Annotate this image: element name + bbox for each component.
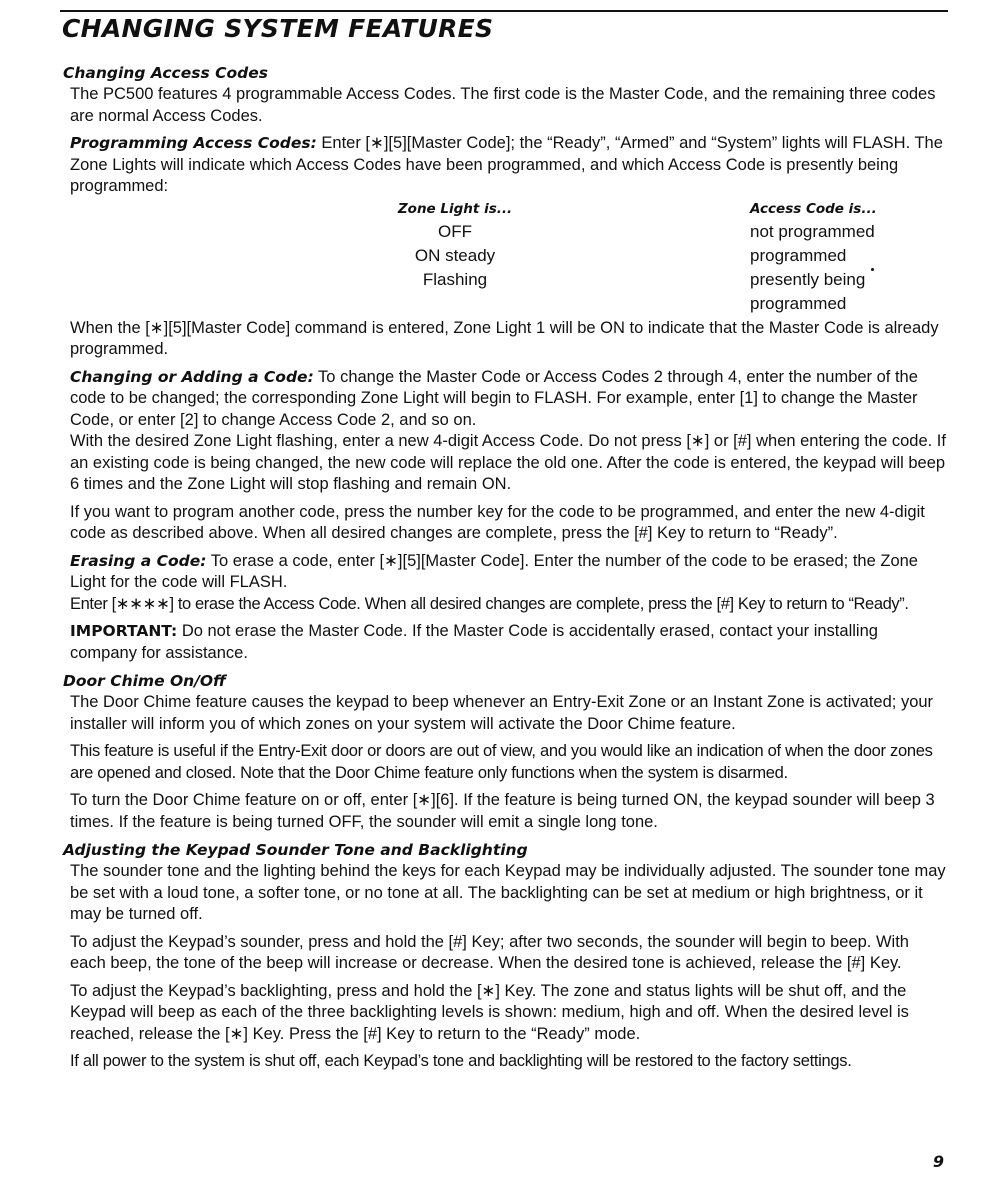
table-row <box>60 268 948 316</box>
page-content <box>60 62 948 1079</box>
table-row <box>60 220 948 244</box>
important-label: IMPORTANT: <box>70 622 178 640</box>
access-codes-intro: The PC500 features 4 programmable Access Codes. The first code is the Master Code, and the remaining three codes are normal Access Codes. <box>70 85 936 125</box>
door-chime-p3: To turn the Door Chime feature on or off, enter [∗][6]. If the feature is being turned ON, the keypad sounder will beep 3 times. If the feature is being turned OFF, the sounder will emit a single long tone. <box>70 791 935 831</box>
flashing-paragraph: With the desired Zone Light flashing, enter a new 4-digit Access Code. Do not press [∗] or [#] when entering the code. If an existing code is being changed, the new code will replace the old one. After the code is entered, the keypad will beep 6 times and the Zone Light will stop flashing and remain ON. <box>70 432 946 493</box>
zone-table-header-row <box>60 198 948 220</box>
zone-light-table <box>60 198 948 316</box>
programming-paragraph <box>70 133 948 198</box>
changing-text: To change the Master Code or Access Codes 2 through 4, enter the number of the code to be changed; the corresponding Zone Light will begin to FLASH. For example, enter [1] to change the Master Code, or enter [2] to change Access Code 2, and so on. <box>70 367 918 429</box>
important-paragraph <box>70 621 948 664</box>
zone-state-cell: ON steady <box>414 245 496 265</box>
erasing-text: To erase a code, enter [∗][5][Master Code]. Enter the number of the code to be erased; the Zone Light for the code will FLASH. <box>70 551 918 591</box>
zone-light-header: Zone Light is... <box>397 200 513 217</box>
changing-lead: Changing or Adding a Code: <box>70 367 314 386</box>
stray-dot <box>871 268 874 271</box>
master-code-note: When the [∗][5][Master Code] command is entered, Zone Light 1 will be ON to indicate that the Master Code is already programmed. <box>70 318 939 358</box>
door-chime-p2: This feature is useful if the Entry-Exit door or doors are out of view, and you would like an indication of when the door zones are opened and closed. Note that the Door Chime feature only functions when the system is disarmed. <box>70 742 933 782</box>
erase-enter-paragraph: Enter [∗∗∗∗] to erase the Access Code. When all desired changes are complete, press the [#] Key to return to “Ready”. <box>70 594 909 613</box>
changing-paragraph <box>70 367 948 432</box>
code-state-cell: presently being programmed <box>750 269 866 313</box>
erasing-lead: Erasing a Code: <box>70 551 207 570</box>
top-rule <box>60 10 948 12</box>
page-number: 9 <box>932 1152 944 1171</box>
keypad-p4: If all power to the system is shut off, each Keypad’s tone and backlighting will be restored to the factory settings. <box>70 1052 852 1070</box>
programming-lead: Programming Access Codes: <box>70 134 317 152</box>
door-chime-p1: The Door Chime feature causes the keypad to beep whenever an Entry-Exit Zone or an Instant Zone is activated; your installer will inform you of which zones on your system will activate the Door Chime feature. <box>70 693 934 733</box>
keypad-p1: The sounder tone and the lighting behind the keys for each Keypad may be individually adjusted. The sounder tone may be set with a loud tone, a softer tone, or no tone at all. The backlighting can be set at medium or high brightness, or it may be turned off. <box>70 862 946 923</box>
keypad-p2: To adjust the Keypad’s sounder, press and hold the [#] Key; after two seconds, the sounder will begin to beep. With each beep, the tone of the beep will increase or decrease. When the desired tone is achieved, release the [#] Key. <box>70 932 909 972</box>
zone-state-cell: Flashing <box>422 269 488 289</box>
erasing-paragraph <box>70 551 948 594</box>
section-heading-door-chime: Door Chime On/Off <box>63 672 226 690</box>
page-title: CHANGING SYSTEM FEATURES <box>62 14 494 43</box>
section-heading-access-codes: Changing Access Codes <box>63 64 268 82</box>
code-state-cell: not programmed <box>750 221 875 241</box>
keypad-p3: To adjust the Keypad’s backlighting, press and hold the [∗] Key. The zone and status lights will be shut off, and the Keypad will beep as each of the three backlighting levels is shown: medium, high and off. When the desired level is reached, release the [∗] Key. Press the [#] Key to return to the “Ready” mode. <box>70 981 909 1043</box>
table-row <box>60 244 948 268</box>
programming-text: Enter [∗][5][Master Code]; the “Ready”, “Armed” and “System” lights will FLASH. The Zone Lights will indicate which Access Codes have been programmed, and which Access Code is presently being programmed: <box>70 134 943 195</box>
another-code-paragraph: If you want to program another code, press the number key for the code to be programmed, and enter the new 4-digit code as described above. When all desired changes are complete, press the [#] Key to return to “Ready”. <box>70 502 925 542</box>
section-heading-keypad: Adjusting the Keypad Sounder Tone and Backlighting <box>63 841 528 859</box>
zone-state-cell: OFF <box>438 221 472 241</box>
code-state-cell: programmed <box>750 245 847 265</box>
important-text: Do not erase the Master Code. If the Master Code is accidentally erased, contact your installing company for assistance. <box>70 622 878 662</box>
access-code-header: Access Code is... <box>750 200 877 217</box>
